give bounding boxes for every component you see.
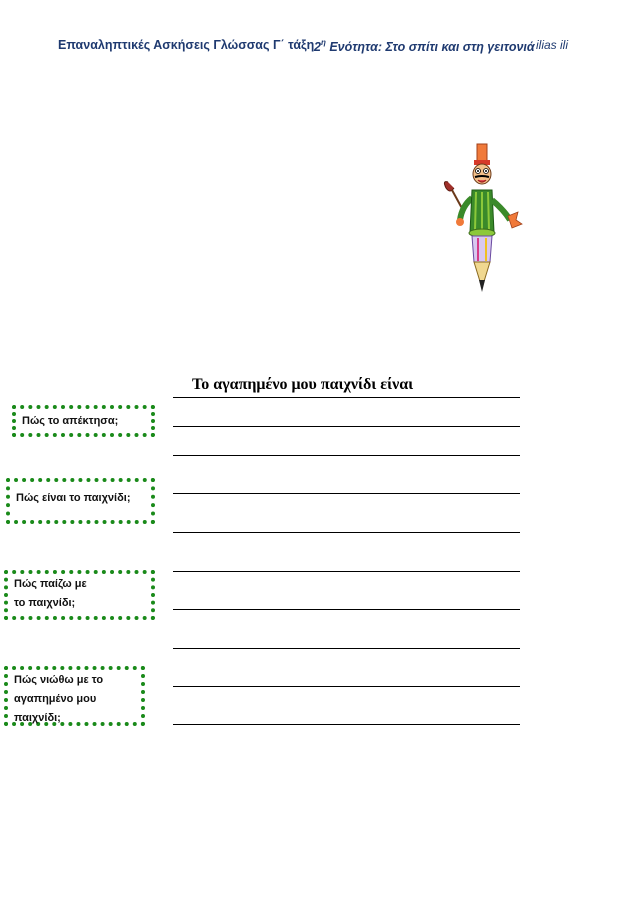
writing-line [173, 686, 520, 687]
header-unit-title: Ενότητα: Στο σπίτι και στη γειτονιά [325, 40, 535, 54]
writing-line [173, 724, 520, 725]
question-box-acquisition [12, 405, 155, 437]
header-unit [314, 38, 535, 54]
question-box-play [4, 570, 155, 620]
pencil-character-icon [438, 140, 524, 300]
question-label: Πώς είναι το παιχνίδι; [16, 492, 131, 504]
writing-line [173, 397, 520, 398]
writing-line [173, 455, 520, 456]
question-label: Πώς παίζω με το παιχνίδι; [14, 578, 87, 609]
header-author: ilias ili [536, 38, 569, 52]
question-box-description [6, 478, 155, 524]
writing-line [173, 532, 520, 533]
question-label: Πώς νιώθω με το αγαπημένο μου παιχνίδι; [14, 674, 104, 724]
header-unit-number: 2 [314, 40, 321, 54]
header-subject: Επαναληπτικές Ασκήσεις Γλώσσας Γ΄ τάξη [58, 38, 315, 52]
worksheet-title: Το αγαπημένο μου παιχνίδι είναι [192, 376, 414, 393]
writing-line [173, 493, 520, 494]
question-label: Πώς το απέκτησα; [22, 415, 119, 427]
header-unit-superscript: η [320, 38, 326, 47]
question-box-feelings [4, 666, 145, 726]
writing-line [173, 571, 520, 572]
writing-line [173, 609, 520, 610]
writing-line [173, 426, 520, 427]
writing-line [173, 648, 520, 649]
